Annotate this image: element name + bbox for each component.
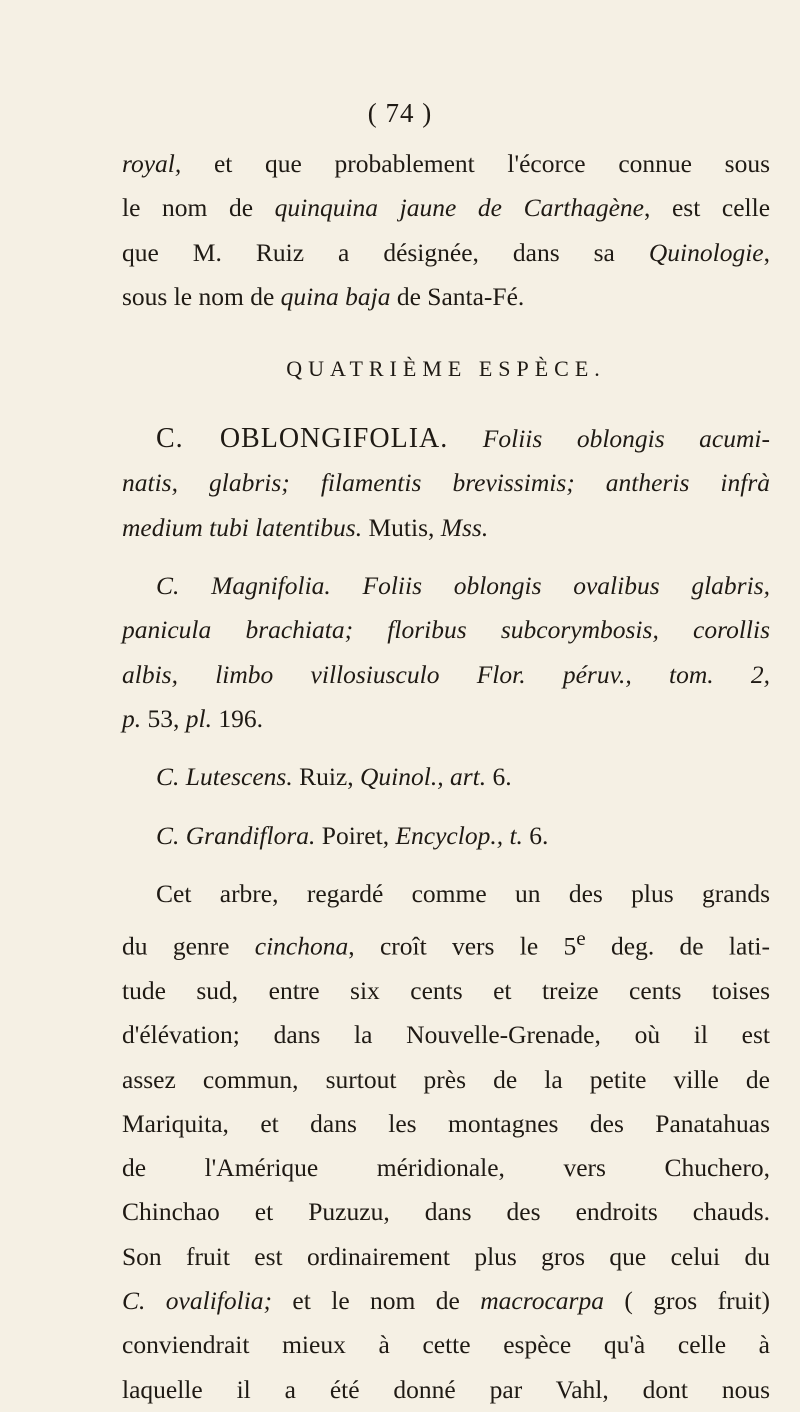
body-line: du genre cinchona, croît vers le 5e deg. de lati- <box>122 926 770 961</box>
body-line: Cet arbre, regardé comme un des plus grands <box>156 878 770 908</box>
text-line: panicula brachiata; floribus subcorymbosis, corollis <box>122 615 770 645</box>
body-line: d'élévation; dans la Nouvelle-Grenade, où il est <box>122 1020 770 1050</box>
text-line: albis, limbo villosiusculo Flor. péruv., tom. 2, <box>122 659 770 689</box>
text-line: que M. Ruiz a désignée, dans sa Quinologie, <box>122 237 770 267</box>
page-text <box>122 142 770 1412</box>
page-number: ( 74 ) <box>367 98 433 128</box>
text-line: p. 53, pl. 196. <box>122 703 263 733</box>
text-line: royal, et que probablement l'écorce connue sous <box>122 149 770 178</box>
body-line: Chinchao et Puzuzu, dans des endroits chauds. <box>122 1197 770 1227</box>
body-line: laquelle il a été donné par Vahl, dont nous <box>122 1374 770 1404</box>
text-line: le nom de quinquina jaune de Carthagène, est celle <box>122 193 771 223</box>
text-line: sous le nom de quina baja de Santa-Fé. <box>122 281 525 311</box>
body-line: de l'Amérique méridionale, vers Chuchero, <box>122 1153 770 1183</box>
synonym-lutescens: C. Lutescens. Ruiz, Quinol., art. 6. <box>156 762 512 792</box>
text-line: medium tubi latentibus. Mutis, Mss. <box>122 512 489 542</box>
body-line: conviendrait mieux à cette espèce qu'à celle à <box>122 1330 770 1360</box>
text-line: natis, glabris; filamentis brevissimis; antheris infrà <box>122 468 770 498</box>
synonym-grandiflora: C. Grandiflora. Poiret, Encyclop., t. 6. <box>156 820 549 850</box>
body-line: Mariquita, et dans les montagnes des Panatahuas <box>122 1108 770 1138</box>
species-name: C. OBLONGIFOLIA. <box>156 423 449 455</box>
body-line: assez commun, surtout près de la petite ville de <box>122 1064 770 1094</box>
section-heading: QUATRIÈME ESPÈCE. <box>286 356 606 382</box>
body-line: tude sud, entre six cents et treize cents toises <box>122 975 770 1005</box>
synonym-magnifolia: C. Magnifolia. Foliis oblongis ovalibus glabris, <box>156 571 770 601</box>
species-description: C. OBLONGIFOLIA. Foliis oblongis acumi- <box>156 423 770 455</box>
body-line: C. ovalifolia; et le nom de macrocarpa ( gros fruit) <box>122 1286 770 1316</box>
body-line: Son fruit est ordinairement plus gros que celui du <box>122 1241 770 1271</box>
